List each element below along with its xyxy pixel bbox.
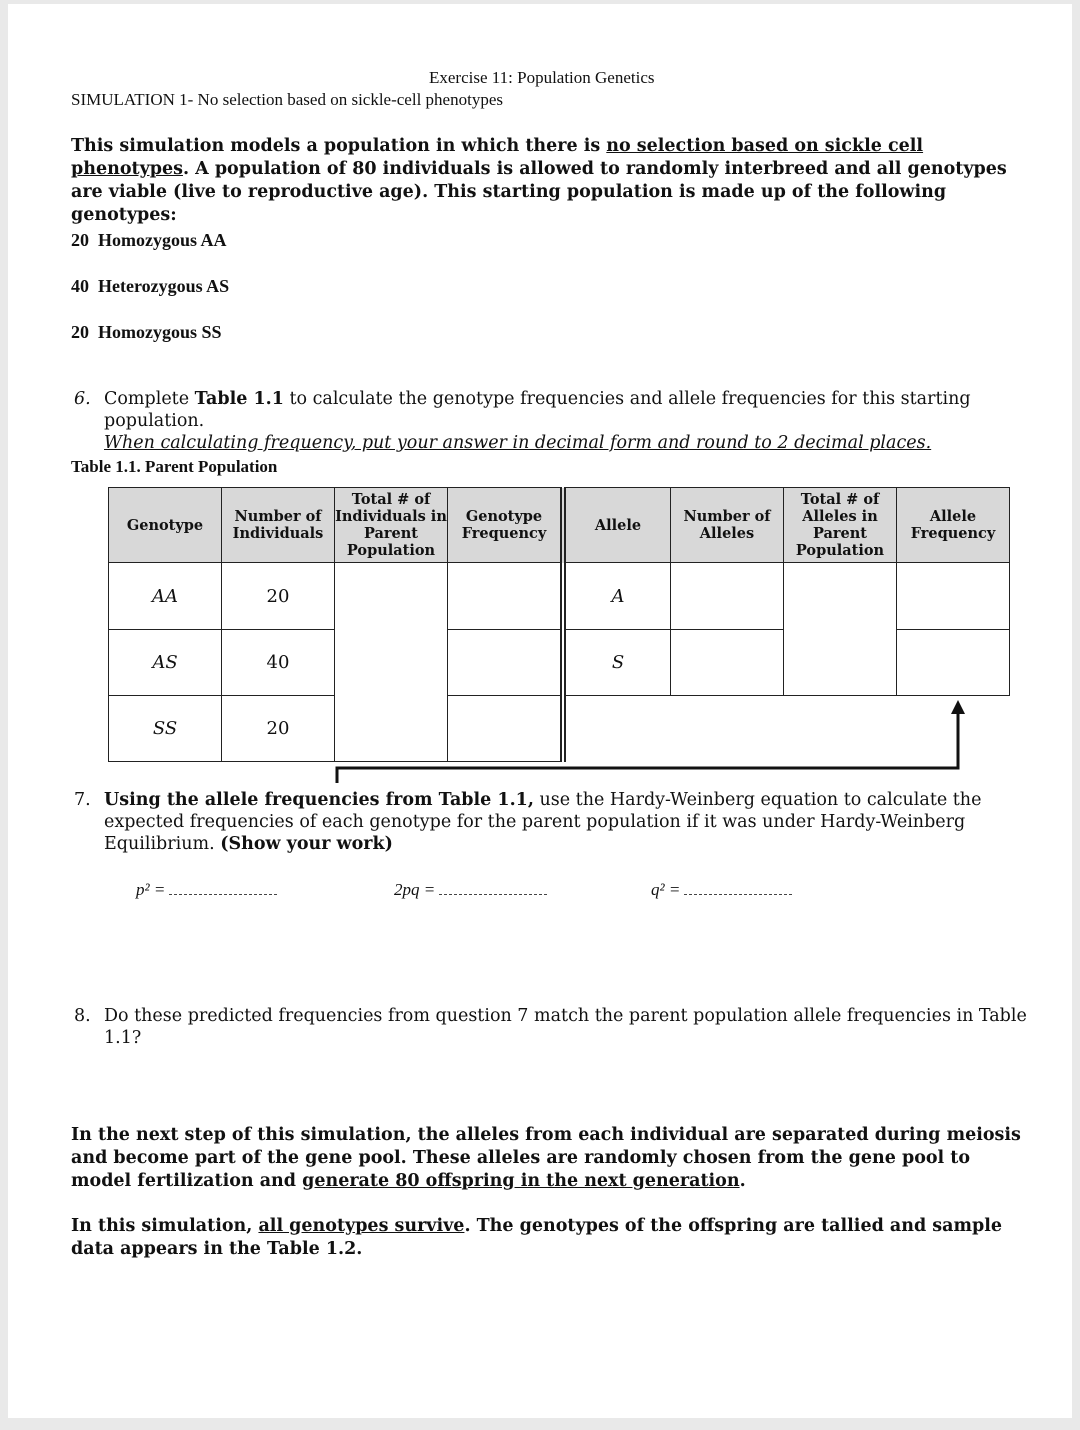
question-8-text: Do these predicted frequencies from question 7 match the parent population allele frequencies in Table 1.1?	[104, 1006, 1027, 1048]
q-squared-answer: q² =	[651, 880, 792, 900]
genotype-list-item: 20 Homozygous SS	[71, 322, 222, 342]
next-step-paragraph: In the next step of this simulation, the alleles from each individual are separated during meiosis and become part of the gene pool. These alleles are randomly chosen from the gene pool to model fertilization and generate 80 offspring in the next generation.	[71, 1125, 1021, 1191]
count-cell: 20	[222, 696, 335, 762]
count-cell: 20	[222, 563, 335, 630]
answer-line[interactable]	[439, 893, 547, 895]
table-row	[109, 563, 1010, 630]
question-6-number: 6.	[74, 389, 91, 409]
genotype-cell: AS	[109, 630, 222, 696]
intro-paragraph: This simulation models a population in which there is no selection based on sickle cell phenotypes. A population of 80 individuals is allowed to randomly interbreed and all genotypes are viable (live to reproductive age). This starting population is made up of the following genotypes:	[71, 136, 1007, 225]
table-caption: Table 1.1. Parent Population	[71, 457, 278, 476]
genotype-list-item: 40 Heterozygous AS	[71, 276, 230, 296]
survive-paragraph: In this simulation, all genotypes survive. The genotypes of the offspring are tallied and sample data appears in the Table 1.2.	[71, 1216, 1003, 1259]
genotype-frequency-answer-cell[interactable]	[448, 630, 564, 696]
total-alleles-answer-cell[interactable]	[784, 563, 897, 696]
header-allele: Allele	[563, 488, 671, 563]
allele-frequency-answer-cell[interactable]	[897, 563, 1010, 630]
genotype-frequency-answer-cell[interactable]	[448, 563, 564, 630]
answer-line[interactable]	[169, 893, 277, 895]
question-7-text: Using the allele frequencies from Table 1.1, use the Hardy-Weinberg equation to calculate the expected frequencies of each genotype for the parent population if it was under Hardy-Weinberg Equilibrium. (Show your work)	[104, 790, 982, 854]
genotype-cell: AA	[109, 563, 222, 630]
allele-cell: A	[563, 563, 671, 630]
header-number-individuals: Number of Individuals	[222, 488, 335, 563]
two-pq-answer: 2pq =	[394, 880, 547, 900]
connector-arrow	[328, 698, 968, 788]
header-allele-frequency: Allele Frequency	[897, 488, 1010, 563]
p-squared-answer: p² =	[136, 880, 277, 900]
allele-frequency-answer-cell[interactable]	[897, 630, 1010, 696]
count-cell: 40	[222, 630, 335, 696]
question-8-number: 8.	[74, 1006, 91, 1026]
number-alleles-answer-cell[interactable]	[671, 630, 784, 696]
number-alleles-answer-cell[interactable]	[671, 563, 784, 630]
answer-line[interactable]	[684, 893, 792, 895]
header-genotype-frequency: Genotype Frequency	[448, 488, 564, 563]
question-6-text: Complete Table 1.1 to calculate the genotype frequencies and allele frequencies for this starting population. When calculating frequency, put your answer in decimal form and round to 2 decimal places.	[104, 389, 971, 453]
allele-cell: S	[563, 630, 671, 696]
header-genotype: Genotype	[109, 488, 222, 563]
question-6-instruction: When calculating frequency, put your answer in decimal form and round to 2 decimal places.	[104, 433, 932, 453]
genotype-cell: SS	[109, 696, 222, 762]
exercise-title: Exercise 11: Population Genetics	[429, 68, 655, 87]
question-7-number: 7.	[74, 790, 91, 810]
genotype-list-item: 20 Homozygous AA	[71, 230, 227, 250]
header-number-alleles: Number of Alleles	[671, 488, 784, 563]
header-total-individuals: Total # of Individuals in Parent Population	[335, 488, 448, 563]
simulation-title: SIMULATION 1- No selection based on sickle-cell phenotypes	[71, 90, 503, 109]
document-page	[8, 4, 1072, 1418]
header-total-alleles: Total # of Alleles in Parent Population	[784, 488, 897, 563]
